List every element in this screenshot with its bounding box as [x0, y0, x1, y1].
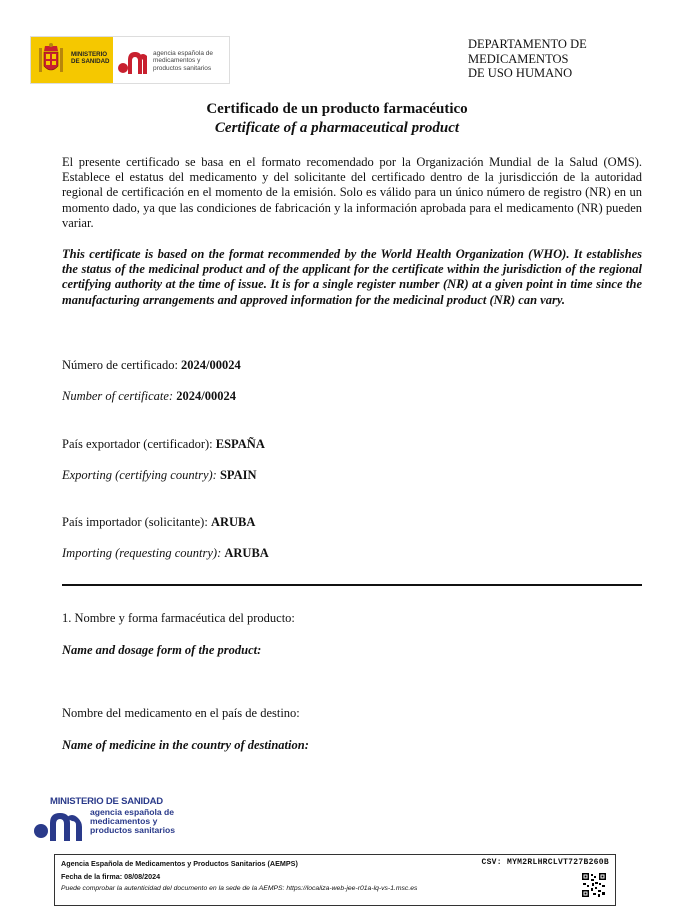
cert-number-es [62, 358, 241, 373]
ministry-logo [31, 37, 113, 83]
footer-verify-link[interactable]: Puede comprobar la autenticidad del documento en la sede de la AEMPS: https://localiza-web-jee-r01a-lq-vs-1.msc.es [61, 885, 418, 892]
exporting-value-en: SPAIN [219, 468, 257, 482]
destination-name-en: Name of medicine in the country of destination: [62, 738, 309, 752]
department-line3: DE USO HUMANO [468, 66, 573, 80]
importing-country-en [62, 546, 269, 561]
importing-value-es: ARUBA [210, 515, 256, 529]
importing-label-es: País importador (solicitante): [62, 515, 208, 529]
exporting-value-es: ESPAÑA [215, 437, 265, 451]
cert-number-label-es: Número de certificado: [62, 358, 178, 372]
importing-value-en: ARUBA [224, 546, 269, 560]
ministry-label [71, 51, 110, 65]
aemps-logo-text [153, 50, 213, 72]
footer-ministry-label: MINISTERIO DE SANIDAD [50, 796, 163, 807]
intro-paragraph-es: El presente certificado se basa en el formato recomendado por la Organización Mundial de la Salud (OMS). Establece el estatus del medicamento y del solicitante del certificado dentro de la jurisdicción de la autoridad regional de certificación en el momento de la emisión. Solo es válido para un único número de registro (NR) en un momento dado, ya que las condiciones de fabricación y la información aprobada para el medicamento (NR) pueden variar. [62, 155, 642, 230]
cert-number-value-es: 2024/00024 [181, 358, 241, 372]
aemps-mark-icon [117, 44, 151, 78]
footer-agency-name: Agencia Española de Medicamentos y Productos Sanitarios (AEMPS) [61, 859, 298, 868]
cert-number-en [62, 389, 236, 404]
exporting-label-en: Exporting (certifying country): [62, 468, 217, 482]
footer-sign-date: Fecha de la firma: 08/08/2024 [61, 872, 161, 881]
product-name-form-en: Name and dosage form of the product: [62, 643, 262, 657]
aemps-footer-mark-icon [32, 807, 88, 843]
agency-line2: medicamentos y [153, 57, 201, 65]
department-heading [468, 37, 638, 81]
agency-line3: productos sanitarios [153, 64, 212, 72]
footer-agency-line3: productos sanitarios [90, 825, 175, 835]
product-name-form-es: 1. Nombre y forma farmacéutica del producto: [62, 611, 295, 625]
document-subtitle: Certificate of a pharmaceutical product [214, 120, 460, 136]
importing-country-es [62, 515, 255, 530]
exporting-label-es: País exportador (certificador): [62, 437, 213, 451]
footer-aemps-logo [32, 796, 192, 846]
exporting-country-en [62, 468, 257, 483]
coat-of-arms-icon [37, 42, 65, 78]
importing-label-en: Importing (requesting country): [62, 546, 222, 560]
header-logo-block [30, 36, 230, 84]
section-divider [62, 584, 642, 586]
destination-name-es: Nombre del medicamento en el país de destino: [62, 706, 300, 720]
ministry-label-line1: MINISTERIO [71, 51, 108, 58]
cert-number-label-en: Number of certificate: [62, 389, 174, 403]
exporting-country-es [62, 437, 265, 452]
ministry-label-line2: DE SANIDAD [71, 58, 110, 65]
footer-agency-line2: medicamentos y [90, 816, 158, 826]
footer-csv-code: CSV: MYM2RLHRCLVT727B260B [481, 858, 609, 867]
aemps-logo [117, 43, 227, 79]
department-line2: MEDICAMENTOS [468, 51, 569, 66]
cert-number-value-en: 2024/00024 [176, 389, 236, 403]
footer-agency-text [90, 808, 175, 835]
footer-agency-line1: agencia española de [90, 807, 175, 817]
signature-footer [54, 854, 616, 906]
document-title: Certificado de un producto farmacéutico [206, 101, 468, 117]
qr-code-icon [581, 872, 607, 898]
department-line1: DEPARTAMENTO DE [468, 37, 587, 51]
intro-paragraph-en: This certificate is based on the format recommended by the World Health Organization (WHO). It establishes the status of the medicinal product and of the applicant for the certificate within the jurisdiction of the regional certifying authority at the time of issue. It is for a single register number (NR) at a given point in time since the manufacturing arrangements and approved information for the medicinal product (NR) can vary. [62, 247, 642, 307]
agency-line1: agencia española de [153, 50, 213, 57]
